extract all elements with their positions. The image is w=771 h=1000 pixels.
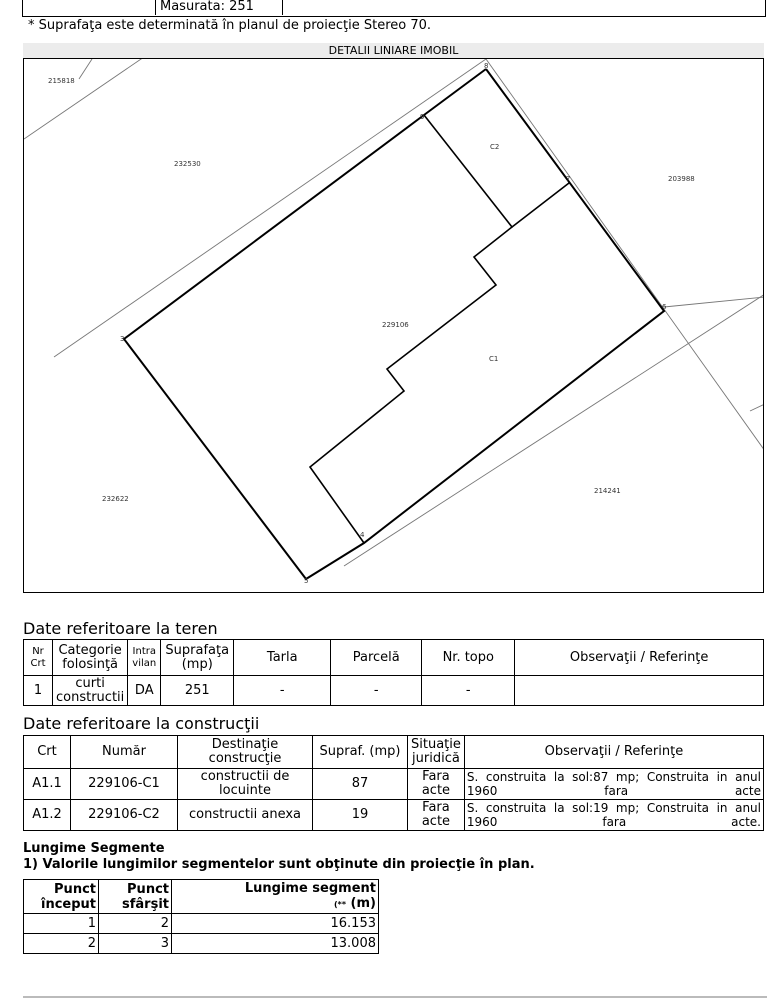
table-row <box>24 800 764 831</box>
constructii-cell-numar: 229106-C1 <box>71 769 178 800</box>
teren-cell-nr: 1 <box>24 676 53 706</box>
table-row <box>24 676 764 706</box>
constructii-section-title: Date referitoare la construcţii <box>23 714 260 733</box>
point-label-9: 9 <box>420 113 425 121</box>
segmente-header-end: Punct sfârşit <box>99 880 172 914</box>
constructii-cell-supraf: 19 <box>313 800 408 831</box>
building-outlines <box>310 115 569 543</box>
teren-header-suprafata: Suprafaţa (mp) <box>161 640 234 676</box>
building-label-c1: C1 <box>489 355 499 363</box>
segmente-header-row <box>24 880 379 914</box>
table-row <box>24 769 764 800</box>
segmente-cell-start: 2 <box>24 934 99 954</box>
constructii-cell-situatie: Fara acte <box>408 800 465 831</box>
teren-header-parcela: Parcelă <box>331 640 422 676</box>
point-label-4: 4 <box>360 531 365 539</box>
teren-header-intravilan: Intra vilan <box>128 640 161 676</box>
teren-header-nr: Nr Crt <box>24 640 53 676</box>
parcel-label-232622: 232622 <box>102 495 129 503</box>
measured-area-box <box>22 0 766 17</box>
teren-cell-tarla: - <box>234 676 331 706</box>
segmente-table <box>23 879 379 954</box>
teren-header-categorie: Categorie folosinţă <box>53 640 128 676</box>
parcel-label-215818: 215818 <box>48 77 75 85</box>
teren-cell-suprafata: 251 <box>161 676 234 706</box>
teren-cell-intravilan: DA <box>128 676 161 706</box>
constructii-header-supraf: Supraf. (mp) <box>313 736 408 769</box>
parcel-label-203988: 203988 <box>668 175 695 183</box>
constructii-header-numar: Număr <box>71 736 178 769</box>
constructii-cell-situatie: Fara acte <box>408 769 465 800</box>
point-label-8: 8 <box>484 62 489 70</box>
constructii-cell-destinatie: constructii de locuinte <box>178 769 313 800</box>
bottom-divider <box>23 996 767 998</box>
measured-area-value: Masurata: 251 <box>155 0 283 15</box>
constructii-header-destinatie: Destinaţie construcţie <box>178 736 313 769</box>
segmente-header-length-label: Lungime segment <box>244 881 376 896</box>
parcel-label-214241: 214241 <box>594 487 621 495</box>
point-label-6: 6 <box>662 303 667 311</box>
segmente-header-unit-prefix: (** <box>334 900 347 909</box>
segmente-note: 1) Valorile lungimilor segmentelor sunt obţinute din proiecţie în plan. <box>23 857 535 872</box>
parcel-label-229106: 229106 <box>382 321 409 329</box>
teren-cell-parcela: - <box>331 676 422 706</box>
building-label-c2: C2 <box>490 143 500 151</box>
map-drawing <box>24 59 764 593</box>
point-label-5: 5 <box>304 577 309 585</box>
segmente-cell-length: 16.153 <box>172 914 379 934</box>
teren-cell-topo: - <box>422 676 515 706</box>
constructii-header-crt: Crt <box>24 736 71 769</box>
segmente-cell-start: 1 <box>24 914 99 934</box>
segmente-cell-length: 13.008 <box>172 934 379 954</box>
constructii-header-obs: Observaţii / Referinţe <box>464 736 763 769</box>
teren-table <box>23 639 764 706</box>
segmente-header-unit: (m) <box>346 896 376 911</box>
neighbor-boundaries <box>24 59 764 566</box>
constructii-cell-obs: S. construita la sol:87 mp; Construita in anul 1960 fara acte <box>464 769 763 800</box>
teren-header-obs: Observaţii / Referinţe <box>515 640 764 676</box>
teren-section-title: Date referitoare la teren <box>23 619 218 638</box>
segmente-cell-end: 3 <box>99 934 172 954</box>
segmente-cell-end: 2 <box>99 914 172 934</box>
constructii-cell-crt: A1.1 <box>24 769 71 800</box>
teren-cell-categorie: curti constructii <box>53 676 128 706</box>
parcel-label-232530: 232530 <box>174 160 201 168</box>
constructii-cell-destinatie: constructii anexa <box>178 800 313 831</box>
segmente-header-length <box>172 880 379 914</box>
projection-note: * Suprafaţa este determinată în planul de proiecţie Stereo 70. <box>28 18 432 33</box>
segmente-header-start: Punct început <box>24 880 99 914</box>
constructii-cell-obs: S. construita la sol:19 mp; Construita in anul 1960 fara acte. <box>464 800 763 831</box>
constructii-cell-crt: A1.2 <box>24 800 71 831</box>
point-label-3: 3 <box>120 335 125 343</box>
teren-header-topo: Nr. topo <box>422 640 515 676</box>
constructii-header-row <box>24 736 764 769</box>
cadastral-map <box>23 58 764 593</box>
map-title: DETALII LINIARE IMOBIL <box>23 43 764 58</box>
teren-header-row <box>24 640 764 676</box>
segmente-section-title: Lungime Segmente <box>23 841 165 856</box>
teren-header-tarla: Tarla <box>234 640 331 676</box>
constructii-header-situatie: Situaţie juridică <box>408 736 465 769</box>
point-label-7: 7 <box>566 175 571 183</box>
constructii-cell-numar: 229106-C2 <box>71 800 178 831</box>
table-row <box>24 914 379 934</box>
table-row <box>24 934 379 954</box>
constructii-cell-supraf: 87 <box>313 769 408 800</box>
teren-cell-obs <box>515 676 764 706</box>
constructii-table <box>23 735 764 831</box>
